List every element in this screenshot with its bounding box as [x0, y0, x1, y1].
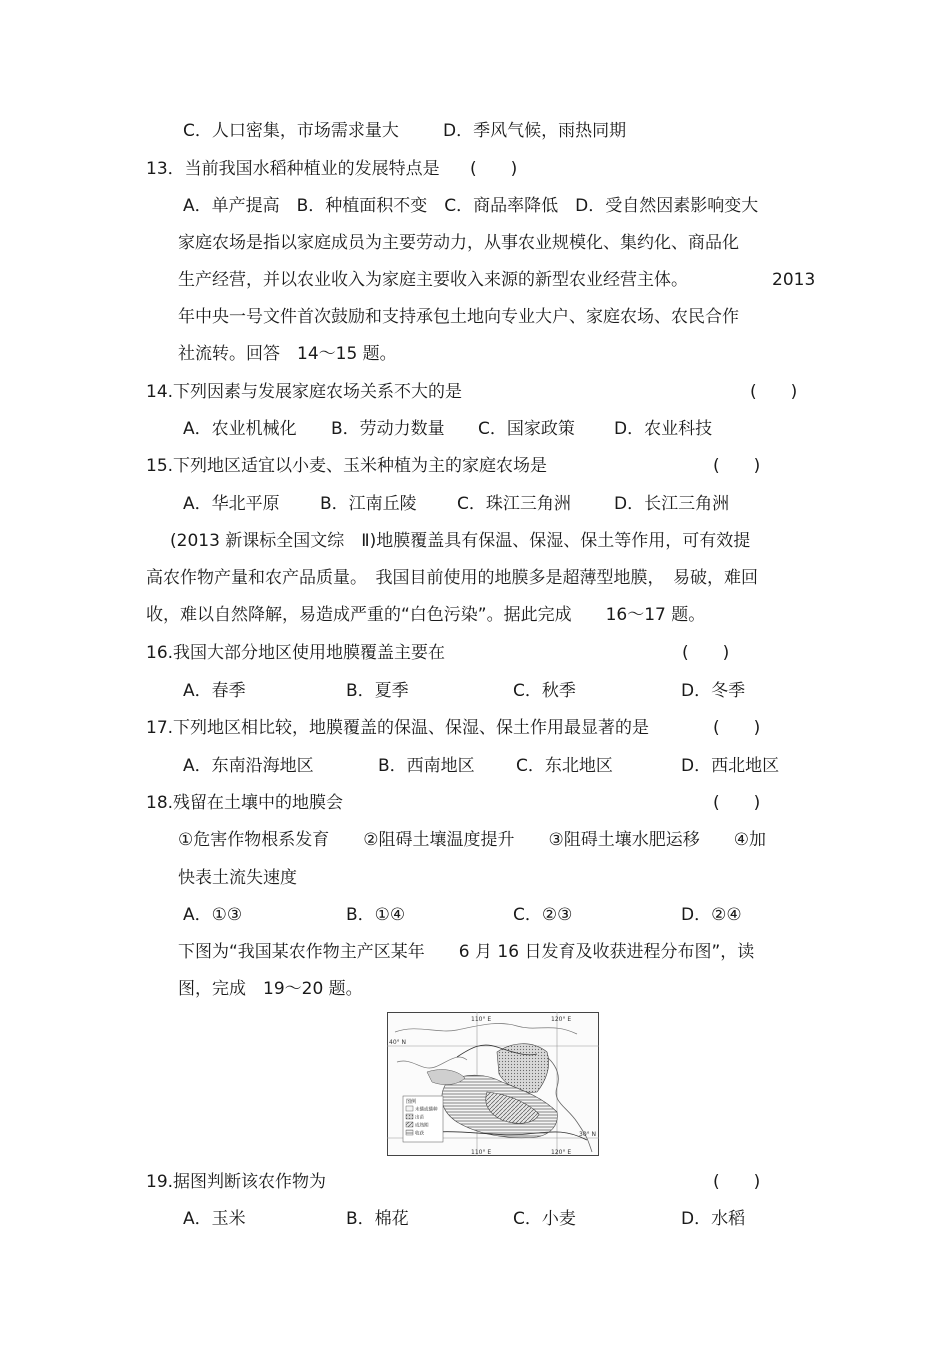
q18-option-b: B．①④	[346, 905, 406, 925]
intro3-line1: 下图为“我国某农作物主产区某年 6 月 16 日发育及收获进程分布图”，读	[178, 942, 755, 962]
q15-option-c: C．珠江三角洲	[457, 494, 571, 514]
map-legend-item-1: 未播或播种	[415, 1107, 438, 1113]
crop-progress-map	[387, 1012, 599, 1156]
intro1-line1: 家庭农场是指以家庭成员为主要劳动力，从事农业规模化、集约化、商品化	[178, 233, 739, 253]
q18-option-c: C．②③	[513, 905, 573, 925]
q17-stem: 17.下列地区相比较，地膜覆盖的保温、保湿、保土作用最显著的是	[146, 718, 650, 738]
q18-stem: 18.残留在土壤中的地膜会	[146, 793, 344, 813]
q16-option-a: A．春季	[183, 681, 246, 701]
intro1-line2-year: 2013	[772, 270, 816, 290]
map-lon-label-bottom-right: 120° E	[551, 1149, 572, 1156]
q16-option-b: B．夏季	[346, 681, 409, 701]
q18-statements-line1: ①危害作物根系发育 ②阻碍土壤温度提升 ③阻碍土壤水肥运移 ④加	[178, 830, 766, 850]
q17-option-d: D．西北地区	[681, 756, 780, 776]
intro2-line1: (2013 新课标全国文综 Ⅱ)地膜覆盖具有保温、保湿、保土等作用，可有效提	[170, 531, 751, 551]
q14-answer-paren: ( )	[750, 382, 798, 402]
q18-option-d: D．②④	[681, 905, 742, 925]
q14-option-c: C．国家政策	[478, 419, 575, 439]
q12-option-c: C．人口密集，市场需求量大	[183, 121, 399, 141]
q12-option-d: D．季风气候，雨热同期	[443, 121, 627, 141]
q19-answer-paren: ( )	[713, 1172, 761, 1192]
q14-option-a: A．农业机械化	[183, 419, 297, 439]
intro3-line2: 图，完成 19～20 题。	[178, 979, 363, 999]
q13-stem: 13．当前我国水稻种植业的发展特点是	[146, 159, 440, 179]
q15-stem: 15.下列地区适宜以小麦、玉米种植为主的家庭农场是	[146, 456, 548, 476]
q17-answer-paren: ( )	[713, 718, 761, 738]
map-lat-label-top: 40° N	[389, 1039, 407, 1046]
map-legend-item-2: 出苗	[415, 1115, 424, 1121]
q17-option-b: B．西南地区	[378, 756, 475, 776]
q15-option-a: A．华北平原	[183, 494, 280, 514]
q18-answer-paren: ( )	[713, 793, 761, 813]
q17-option-a: A．东南沿海地区	[183, 756, 314, 776]
map-legend	[403, 1096, 443, 1142]
q16-answer-paren: ( )	[682, 643, 730, 663]
q13-options: A．单产提高 B．种植面积不变 C．商品率降低 D．受自然因素影响变大	[183, 196, 759, 216]
q14-option-b: B．劳动力数量	[331, 419, 445, 439]
q16-option-d: D．冬季	[681, 681, 746, 701]
q17-option-c: C．东北地区	[516, 756, 613, 776]
q19-option-a: A．玉米	[183, 1209, 246, 1229]
q16-option-c: C．秋季	[513, 681, 576, 701]
intro2-line2: 高农作物产量和农产品质量。 我国目前使用的地膜多是超薄型地膜， 易破，难回	[146, 568, 758, 588]
q15-answer-paren: ( )	[713, 456, 761, 476]
map-lon-label-top-left: 110° E	[471, 1016, 492, 1023]
q19-stem: 19.据图判断该农作物为	[146, 1172, 327, 1192]
q18-option-a: A．①③	[183, 905, 243, 925]
intro1-line4: 社流转。回答 14～15 题。	[178, 344, 397, 364]
q14-stem: 14.下列因素与发展家庭农场关系不大的是	[146, 382, 463, 402]
map-legend-item-3: 成熟期	[415, 1123, 429, 1129]
q14-option-d: D．农业科技	[614, 419, 713, 439]
q19-option-b: B．棉花	[346, 1209, 409, 1229]
q19-option-c: C．小麦	[513, 1209, 576, 1229]
q15-option-b: B．江南丘陵	[320, 494, 417, 514]
map-lat-label-bottom: 30° N	[579, 1131, 597, 1138]
intro2-line3: 收，难以自然降解，易造成严重的“白色污染”。据此完成 16～17 题。	[146, 605, 706, 625]
q16-stem: 16.我国大部分地区使用地膜覆盖主要在	[146, 643, 446, 663]
q19-option-d: D．水稻	[681, 1209, 746, 1229]
q18-statements-line2: 快表土流失速度	[178, 868, 297, 888]
map-lon-label-bottom-left: 110° E	[471, 1149, 492, 1156]
intro1-line2: 生产经营，并以农业收入为家庭主要收入来源的新型农业经营主体。	[178, 270, 688, 290]
q15-option-d: D．长江三角洲	[614, 494, 730, 514]
q13-answer-paren: ( )	[470, 159, 518, 179]
map-lon-label-top-right: 120° E	[551, 1016, 572, 1023]
map-legend-item-4: 收获	[415, 1131, 424, 1137]
map-legend-title: 图例	[406, 1099, 417, 1105]
intro1-line3: 年中央一号文件首次鼓励和支持承包土地向专业大户、家庭农场、农民合作	[178, 307, 739, 327]
